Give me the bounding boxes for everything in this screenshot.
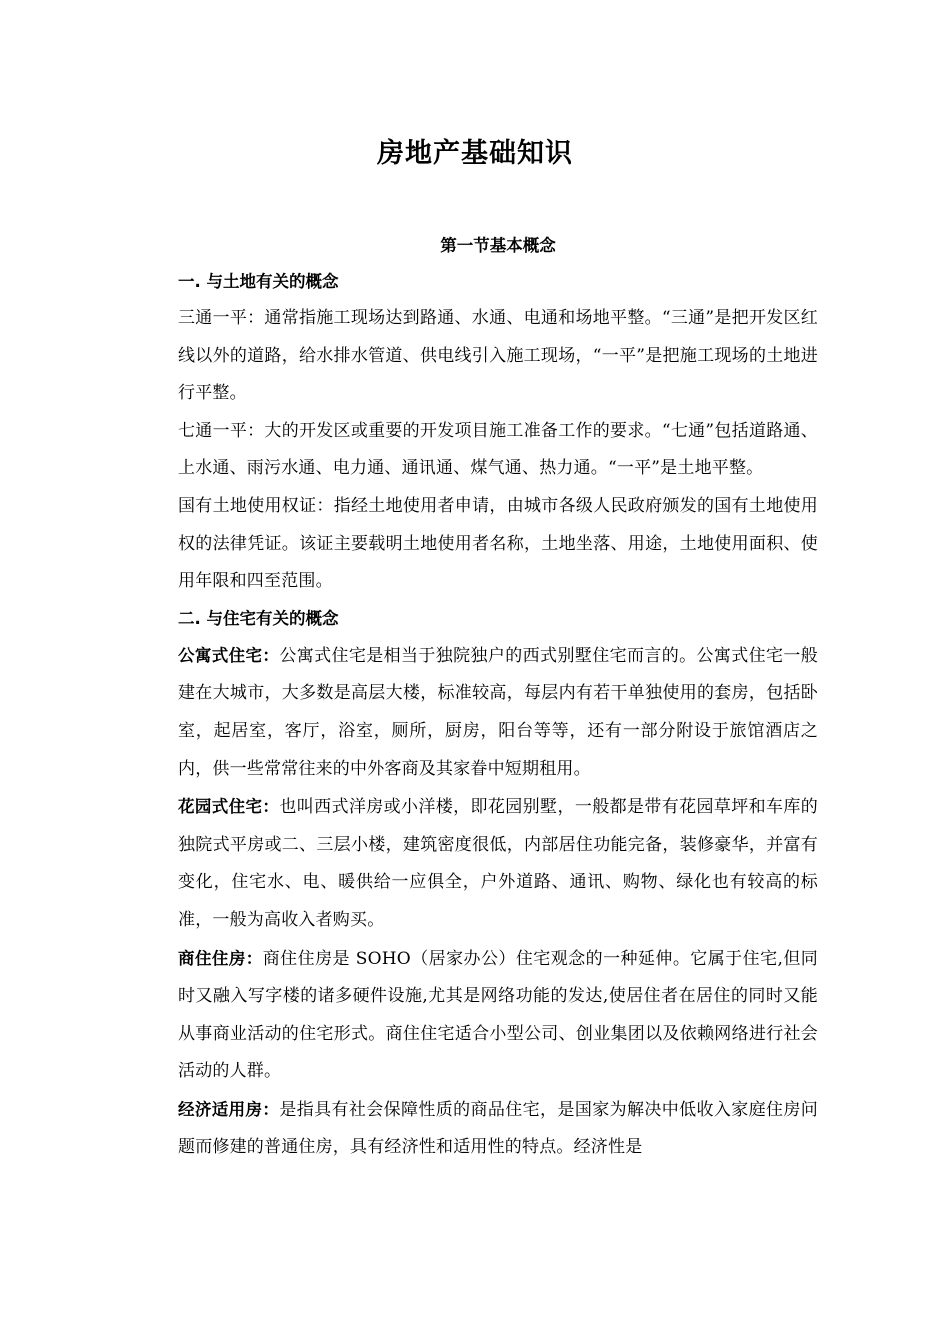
term-garden-housing: 花园式住宅：: [178, 797, 280, 817]
paragraph-garden-housing: [178, 788, 818, 939]
text-apartment-housing: 公寓式住宅是相当于独院独户的西式别墅住宅而言的。公寓式住宅一般建在大城市，大多数是高层大楼，标准较高，每层内有若干单独使用的套房，包括卧室，起居室，客厅，浴室，厕所，厨房，阳台等等，还有一部分附设于旅馆酒店之内，供一些常常往来的中外客商及其家眷中短期租用。: [178, 645, 819, 779]
text-affordable-housing: 是指具有社会保障性质的商品住宅，是国家为解决中低收入家庭住房问题而修建的普通住房，具有经济性和适用性的特点。经济性是: [178, 1099, 819, 1158]
term-affordable-housing: 经济适用房：: [178, 1099, 280, 1119]
heading-housing-concepts: 二. 与住宅有关的概念: [178, 608, 339, 628]
paragraph-affordable-housing: [178, 1091, 818, 1167]
text-commercial-residential: 商住住房是 SOHO（居家办公）住宅观念的一种延伸。它属于住宅,但同时又融入写字楼的诸多硬件设施,尤其是网络功能的发达,使居住者在居住的同时又能从事商业活动的住宅形式。商住住宅适合小型公司、创业集团以及依赖网络进行社会活动的人群。: [178, 948, 819, 1082]
section-title: 第一节基本概念: [440, 236, 556, 255]
heading-land-concepts: 一. 与土地有关的概念: [178, 272, 339, 291]
paragraph-apartment-housing: [178, 637, 818, 788]
term-apartment-housing: 公寓式住宅：: [178, 645, 280, 665]
paragraph-land-use-certificate: 国有土地使用权证：指经土地使用者申请，由城市各级人民政府颁发的国有土地使用权的法律凭证。该证主要载明土地使用者名称，土地坐落、用途，土地使用面积、使用年限和四至范围。: [178, 495, 818, 592]
paragraph-commercial-residential: [178, 940, 818, 1091]
text-garden-housing: 也叫西式洋房或小洋楼，即花园别墅，一般都是带有花园草坪和车库的独院式平房或二、三层小楼，建筑密度很低，内部居住功能完备，装修豪华，并富有变化，住宅水、电、暖供给一应俱全，户外道路、通讯、购物、绿化也有较高的标准，一般为高收入者购买。: [178, 797, 819, 930]
document-body: [178, 228, 818, 1167]
term-commercial-residential: 商住住房：: [178, 948, 263, 968]
document-title: 房地产基础知识: [377, 138, 573, 169]
paragraph-qitong-yiping: 七通一平：大的开发区或重要的开发项目施工准备工作的要求。“七通”包括道路通、上水通、雨污水通、电力通、通讯通、煤气通、热力通。“一平”是土地平整。: [178, 420, 818, 479]
paragraph-santong-yiping: 三通一平：通常指施工现场达到路通、水通、电通和场地平整。“三通”是把开发区红线以外的道路，给水排水管道、供电线引入施工现场，“一平”是把施工现场的土地进行平整。: [178, 308, 818, 404]
